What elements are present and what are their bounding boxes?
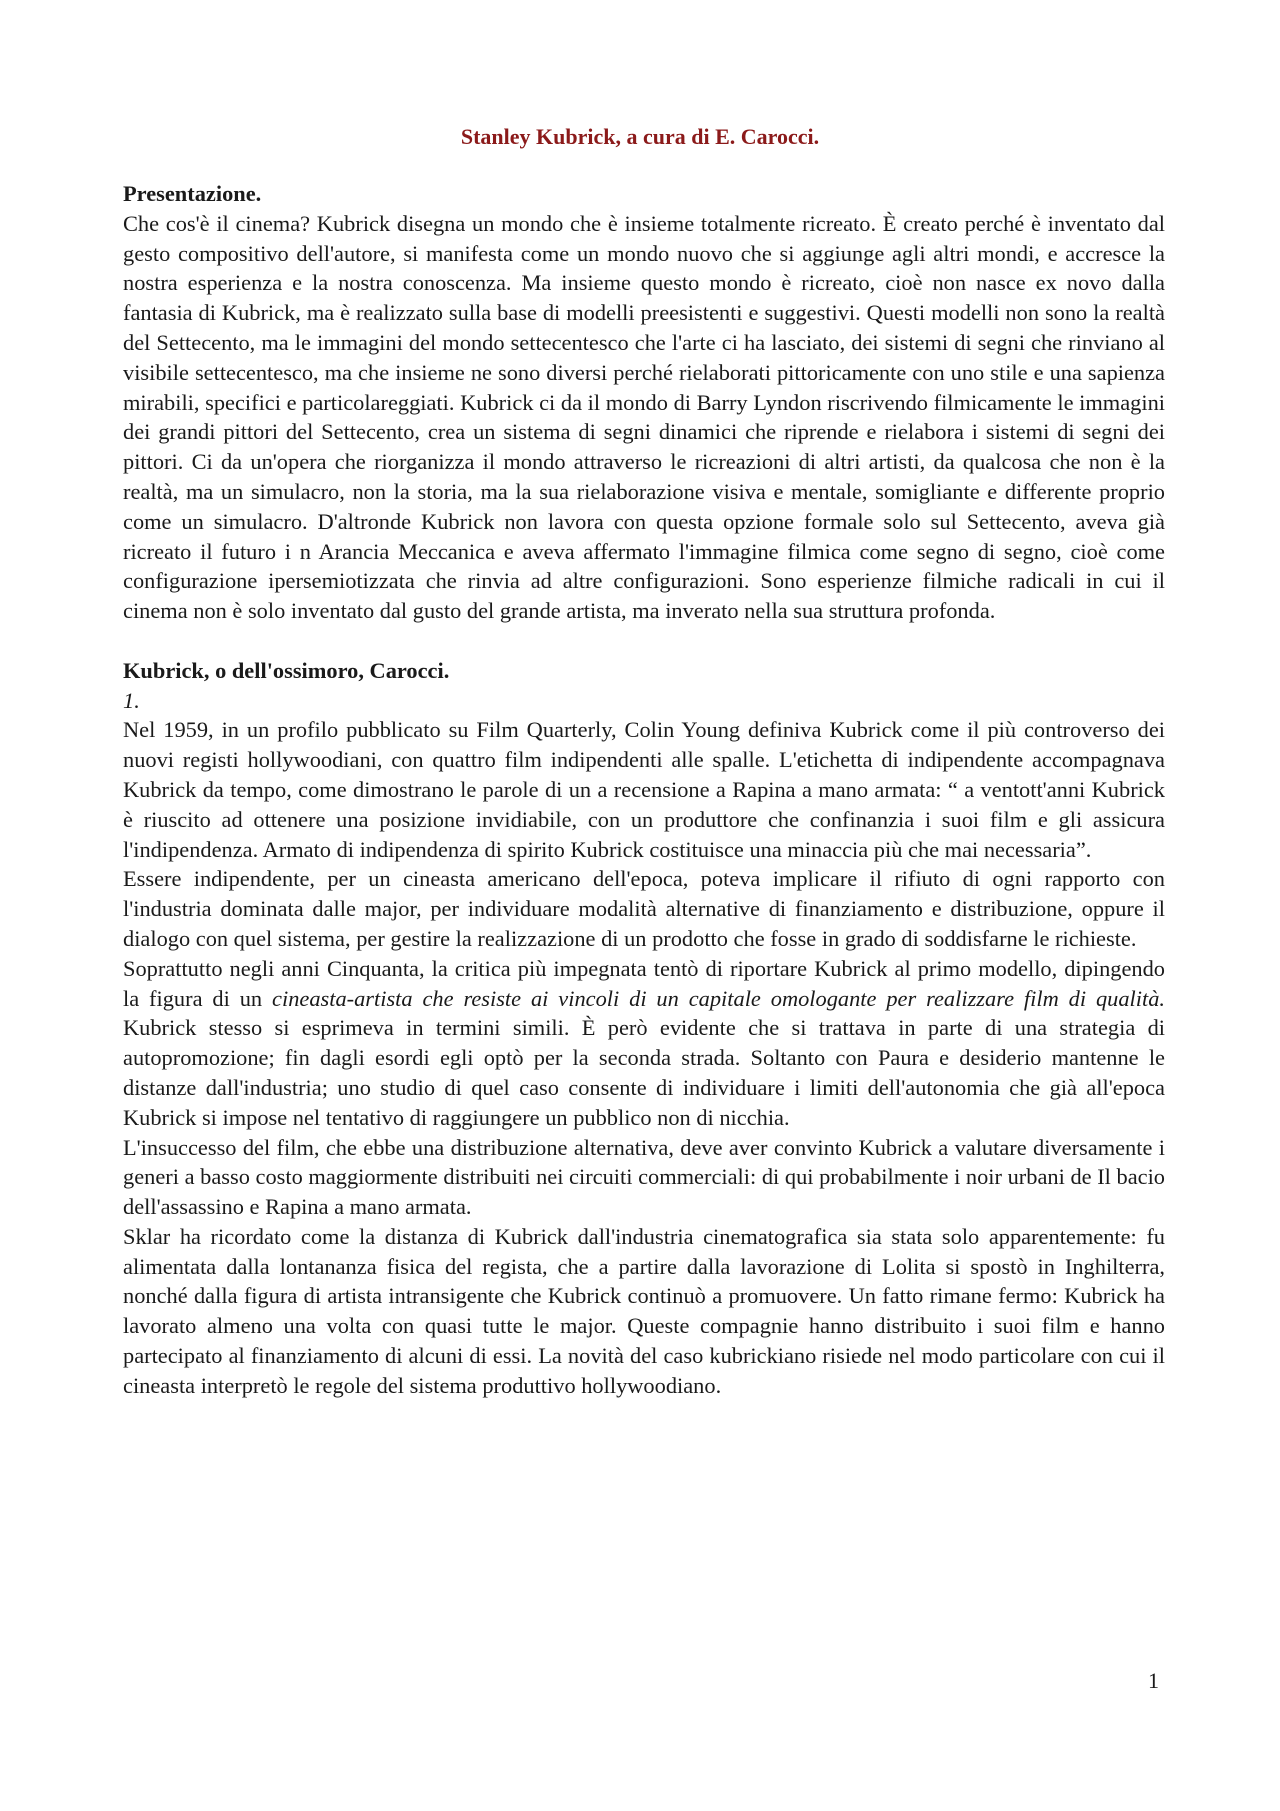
paragraph-presentazione: Che cos'è il cinema? Kubrick disegna un mondo che è insieme totalmente ricreato. È creato perché è inventato dal gesto compositivo dell'autore, si manifesta come un mondo nuovo che si aggiunge agli altri mondi, e accresce la nostra esperienza e la nostra conoscenza. Ma insieme questo mondo è ricreato, cioè non nasce ex novo dalla fantasia di Kubrick, ma è realizzato sulla base di modelli preesistenti e suggestivi. Questi modelli non sono la realtà del Settecento, ma le immagini del mondo settecentesco che l'arte ci ha lasciato, dei sistemi di segni che rinviano al visibile settecentesco, ma che insieme ne sono diversi perché rielaborati pittoricamente con uno stile e una sapienza mirabili, specifici e particolareggiati. Kubrick ci da il mondo di Barry Lyndon riscrivendo filmicamente le immagini dei grandi pittori del Settecento, crea un sistema di segni dinamici che riprende e rielabora i sistemi di segni dei pittori. Ci da un'opera che riorganizza il mondo attraverso le ricreazioni di altri artisti, da qualcosa che non è la realtà, ma un simulacro, non la storia, ma la sua rielaborazione visiva e mentale, somigliante e differente proprio come un simulacro. D'altronde Kubrick non lavora con questa opzione formale solo sul Settecento, aveva già ricreato il futuro i n Arancia Meccanica e aveva affermato l'immagine filmica come segno di segno, cioè come configurazione ipersemiotizzata che rinvia ad altre configurazioni. Sono esperienze filmiche radicali in cui il cinema non è solo inventato dal gusto del grande artista, ma inverato nella sua struttura profonda. <box>123 210 1165 624</box>
document-body <box>123 179 1165 1401</box>
paragraph-sklar: Sklar ha ricordato come la distanza di Kubrick dall'industria cinematografica sia stata solo apparentemente: fu alimentata dalla lontananza fisica del regista, che a partire dalla lavorazione di Lolita si spostò in Inghilterra, nonché dalla figura di artista intransigente che Kubrick continuò a promuovere. Un fatto rimane fermo: Kubrick ha lavorato almeno una volta con quasi tutte le major. Queste compagnie hanno distribuito i suoi film e hanno partecipato al finanziamento di alcuni di essi. La novità del caso kubrickiano risiede nel modo particolare con cui il cineasta interpretò le regole del sistema produttivo hollywoodiano. <box>123 1223 1165 1398</box>
paragraph-anni-cinquanta <box>123 954 1165 1133</box>
page-number: 1 <box>1148 1668 1159 1693</box>
section-heading-ossimoro: Kubrick, o dell'ossimoro, Carocci. <box>123 657 450 683</box>
italic-quote: cineasta-artista che resiste ai vincoli di un capitale omologante per realizzare film di qualità. <box>272 985 1165 1011</box>
document-title: Stanley Kubrick, a cura di E. Carocci. <box>460 124 820 149</box>
paragraph-essere-indipendente: Essere indipendente, per un cineasta americano dell'epoca, poteva implicare il rifiuto di ogni rapporto con l'industria dominata dalle major, per individuare modalità alternative di finanziamento e distribuzione, oppure il dialogo con quel sistema, per gestire la realizzazione di un prodotto che fosse in grado di soddisfarne le richieste. <box>123 866 1165 951</box>
paragraph-anni-cinquanta-start: Soprattutto negli anni Cinquanta, la critica più impegnata tentò di riportare Kubrick al primo modello, dipingendo la figura di un <box>123 955 1165 1011</box>
section-heading-presentazione: Presentazione. <box>123 181 262 206</box>
chapter-numeral: 1. <box>123 687 140 713</box>
paragraph-anni-cinquanta-end: Kubrick stesso si esprimeva in termini simili. È però evidente che si trattava in parte di una strategia di autopromozione; fin dagli esordi egli optò per la seconda strada. Soltanto con Paura e desiderio mantenne le distanze dall'industria; uno studio di quel caso consente di individuare i limiti dell'autonomia che già all'epoca Kubrick si impose nel tentativo di raggiungere un pubblico non di nicchia. <box>123 1015 1165 1130</box>
section-spacer <box>123 626 1165 656</box>
paragraph-film-quarterly: Nel 1959, in un profilo pubblicato su Film Quarterly, Colin Young definiva Kubrick come il più controverso dei nuovi registi hollywoodiani, con quattro film indipendenti alle spalle. L'etichetta di indipendente accompagnava Kubrick da tempo, come dimostrano le parole di un a recensione a Rapina a mano armata: “ a ventott'anni Kubrick è riuscito ad ottenere una posizione invidiabile, con un produttore che confinanzia i suoi film e gli assicura l'indipendenza. Armato di indipendenza di spirito Kubrick costituisce una minaccia più che mai necessaria”. <box>123 717 1165 862</box>
paragraph-insuccesso: L'insuccesso del film, che ebbe una distribuzione alternativa, deve aver convinto Kubrick a valutare diversamente i generi a basso costo maggiormente distribuiti nei circuiti commerciali: di qui probabilmente i noir urbani de Il bacio dell'assassino e Rapina a mano armata. <box>123 1134 1165 1220</box>
